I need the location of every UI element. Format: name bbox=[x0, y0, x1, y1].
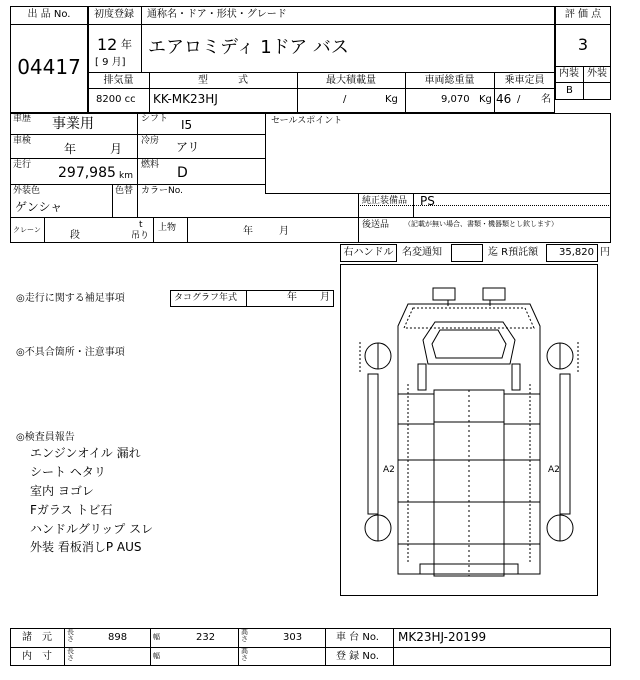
exterior-label: 外装 bbox=[587, 68, 607, 79]
width-value: 232 bbox=[196, 632, 216, 643]
inspection-label: 車検 bbox=[13, 136, 32, 146]
inspector-line: 外装 看板消しP AUS bbox=[30, 540, 142, 554]
loading-year: 年 bbox=[243, 226, 253, 237]
tachograph-label: タコグラフ年式 bbox=[174, 293, 238, 303]
chassis-value: MK23HJ-20199 bbox=[398, 630, 487, 644]
divider bbox=[10, 134, 265, 135]
car-name: エアロミディ 1ドア バス bbox=[148, 37, 349, 58]
divider bbox=[141, 6, 142, 72]
lot-number: 04417 bbox=[17, 55, 81, 79]
max-load-label: 最大積載量 bbox=[326, 75, 376, 86]
inspector-line: Fガラス トビ石 bbox=[30, 503, 113, 517]
aftermarket-note: （記載が無い場合、書類・機器類とし欽します） bbox=[404, 220, 558, 228]
damage-mark-right: A2 bbox=[548, 465, 560, 475]
divider bbox=[265, 113, 266, 193]
divider bbox=[10, 184, 265, 185]
in-length-label: 長さ bbox=[67, 647, 74, 662]
inspector-line: シート ヘタリ bbox=[30, 465, 106, 479]
lot-label: 出 品 No. bbox=[27, 9, 71, 20]
specs-label: 諸 元 bbox=[22, 632, 52, 643]
model-value: KK-MK23HJ bbox=[153, 92, 218, 106]
tax-value: 35,820 bbox=[559, 247, 594, 258]
inspector-line: ハンドルグリップ スレ bbox=[30, 522, 154, 536]
height-label: 高さ bbox=[241, 628, 248, 643]
divider bbox=[393, 628, 394, 666]
width-label: 幅 bbox=[153, 633, 160, 641]
shift-label: シフト bbox=[141, 114, 169, 124]
divider bbox=[88, 24, 555, 25]
divider bbox=[10, 217, 611, 218]
divider bbox=[88, 88, 555, 89]
divider bbox=[10, 158, 265, 159]
crane-label: クレーン bbox=[13, 226, 41, 234]
tachograph-month: 月 bbox=[320, 292, 330, 303]
divider bbox=[150, 628, 151, 666]
defects-title: ◎不具合箇所・注意事項 bbox=[16, 347, 125, 358]
interior-grade: B bbox=[566, 85, 573, 96]
divider bbox=[88, 72, 555, 73]
crane-stage: 段 bbox=[70, 230, 80, 241]
first-reg-year: 12 bbox=[97, 35, 118, 54]
max-load-value: / bbox=[343, 94, 347, 105]
kg-unit: Kg bbox=[479, 94, 492, 105]
model-label: 型 式 bbox=[198, 75, 248, 86]
capacity-separator: / bbox=[517, 94, 521, 105]
first-reg-month: [ 9 月] bbox=[95, 57, 126, 68]
bus-diagram bbox=[340, 264, 598, 596]
right-hand-label: 右ハンドル bbox=[343, 247, 394, 258]
in-width-label: 幅 bbox=[153, 652, 160, 660]
divider bbox=[44, 217, 45, 243]
driving-notes-title: ◎走行に関する補足事項 bbox=[16, 293, 125, 304]
first-reg-label: 初度登録 bbox=[94, 9, 134, 20]
inspection-month: 月 bbox=[110, 142, 123, 156]
title-label: 通称名・ドア・形状・グレード bbox=[147, 9, 287, 20]
tax-label: 迄 R預託額 bbox=[488, 247, 539, 258]
divider bbox=[137, 113, 138, 217]
factory-equip-label: 純正装備品 bbox=[362, 196, 408, 206]
score-value: 3 bbox=[577, 35, 589, 54]
inspector-line: エンジンオイル 漏れ bbox=[30, 446, 141, 460]
crane-ton: t bbox=[139, 220, 143, 230]
divider bbox=[555, 24, 611, 25]
capacity-label: 乗車定員 bbox=[504, 75, 545, 86]
divider bbox=[238, 628, 239, 666]
sales-point-label: セールスポイント bbox=[271, 116, 343, 126]
displacement-value: 8200 cc bbox=[96, 94, 136, 105]
inspector-line: 室内 ヨゴレ bbox=[30, 484, 94, 498]
gross-weight-label: 車両総重量 bbox=[424, 75, 475, 86]
inspector-title: ◎検査員報告 bbox=[16, 432, 75, 443]
divider bbox=[153, 217, 154, 243]
in-height-label: 高さ bbox=[241, 647, 248, 662]
color-change-label: 色替 bbox=[115, 186, 134, 196]
gross-weight-value: 9,070 bbox=[441, 94, 470, 105]
chassis-label: 車 台 No. bbox=[336, 632, 379, 643]
score-label: 評 価 点 bbox=[564, 9, 602, 20]
history-value: 事業用 bbox=[52, 116, 94, 132]
length-label: 長さ bbox=[67, 628, 74, 643]
ac-value: アリ bbox=[176, 140, 200, 154]
damage-mark-left: A2 bbox=[383, 465, 395, 475]
divider bbox=[64, 628, 65, 666]
divider bbox=[112, 184, 113, 217]
reg-label: 登 録 No. bbox=[336, 651, 379, 662]
kg-unit: Kg bbox=[385, 94, 398, 105]
mileage-label: 走行 bbox=[13, 160, 32, 170]
divider bbox=[10, 647, 611, 648]
capacity-unit: 名 bbox=[541, 94, 551, 105]
year-unit: 年 bbox=[121, 38, 132, 51]
length-value: 898 bbox=[108, 632, 128, 643]
divider bbox=[10, 24, 88, 25]
aftermarket-label: 後送品 bbox=[362, 220, 390, 230]
loading-label: 上物 bbox=[158, 223, 177, 233]
inspection-year: 年 bbox=[64, 142, 77, 156]
divider bbox=[325, 628, 326, 666]
ext-color-label: 外装色 bbox=[13, 186, 41, 196]
tachograph-year: 年 bbox=[287, 292, 297, 303]
height-value: 303 bbox=[283, 632, 303, 643]
divider bbox=[358, 193, 359, 243]
interior-label: 内装 bbox=[559, 68, 579, 79]
divider bbox=[187, 217, 188, 243]
fuel-label: 燃料 bbox=[141, 160, 160, 170]
ext-color-value: ゲンシャ bbox=[15, 200, 63, 214]
loading-month: 月 bbox=[279, 226, 289, 237]
name-change-box bbox=[451, 244, 483, 262]
history-label: 車歴 bbox=[13, 114, 32, 124]
factory-equip-value: PS bbox=[420, 194, 435, 208]
ac-label: 冷房 bbox=[141, 136, 160, 146]
crane-lift: 吊り bbox=[131, 231, 150, 241]
interior-dims-label: 内 寸 bbox=[22, 651, 52, 662]
name-change-label: 名変通知 bbox=[402, 247, 442, 258]
mileage-value: 297,985 bbox=[58, 165, 116, 181]
divider bbox=[246, 290, 247, 307]
tax-unit: 円 bbox=[600, 247, 610, 258]
color-no-label: カラーNo. bbox=[141, 186, 183, 196]
fuel-value: D bbox=[177, 165, 188, 181]
displacement-label: 排気量 bbox=[103, 75, 134, 86]
divider bbox=[265, 193, 611, 194]
mileage-unit: km bbox=[119, 171, 133, 181]
capacity-value: 46 bbox=[496, 92, 512, 106]
shift-value: I5 bbox=[181, 118, 193, 132]
